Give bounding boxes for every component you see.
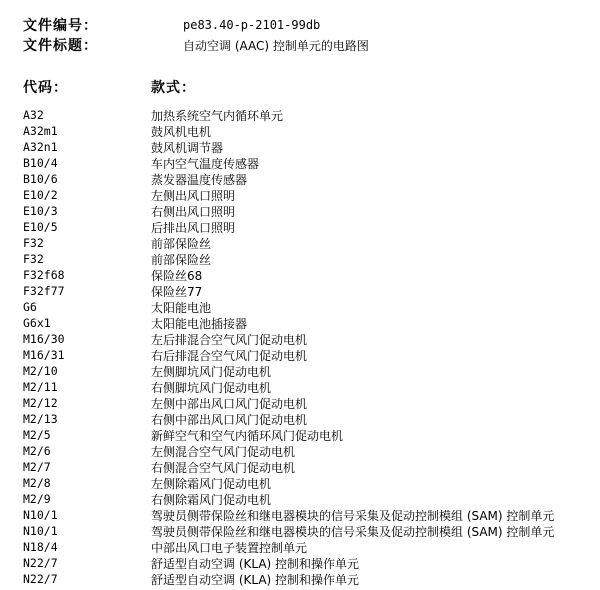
component-description: 驾驶员侧带保险丝和继电器模块的信号采集及促动控制模组 (SAM) 控制单元 bbox=[151, 508, 555, 523]
list-item bbox=[23, 139, 600, 155]
doc-title-label: 文件标题： bbox=[23, 38, 98, 54]
component-code: M16/30 bbox=[23, 332, 65, 346]
component-description: 保险丝77 bbox=[151, 284, 203, 299]
component-code: N22/7 bbox=[23, 556, 58, 570]
component-code: F32 bbox=[23, 252, 44, 266]
item-column-header: 款式： bbox=[151, 80, 196, 96]
component-description: 前部保险丝 bbox=[151, 236, 212, 251]
component-code: M2/10 bbox=[23, 364, 58, 378]
list-item bbox=[23, 475, 600, 491]
list-item bbox=[23, 571, 600, 587]
component-list bbox=[23, 107, 600, 587]
list-item bbox=[23, 459, 600, 475]
doc-title-row bbox=[23, 36, 369, 54]
list-item bbox=[23, 299, 600, 315]
list-item bbox=[23, 187, 600, 203]
component-description: 左侧混合空气风门促动电机 bbox=[151, 444, 296, 459]
component-description: 蒸发器温度传感器 bbox=[151, 172, 248, 187]
list-item bbox=[23, 315, 600, 331]
component-code: A32m1 bbox=[23, 124, 58, 138]
component-description: 后排出风口照明 bbox=[151, 220, 236, 235]
component-description: 太阳能电池插接器 bbox=[151, 316, 248, 331]
list-item bbox=[23, 347, 600, 363]
list-item bbox=[23, 219, 600, 235]
list-item bbox=[23, 251, 600, 267]
list-item bbox=[23, 411, 600, 427]
component-code: N10/1 bbox=[23, 524, 58, 538]
list-item bbox=[23, 267, 600, 283]
component-code: M2/6 bbox=[23, 444, 51, 458]
list-item bbox=[23, 171, 600, 187]
component-description: 舒适型自动空调 (KLA) 控制和操作单元 bbox=[151, 572, 360, 587]
component-description: 中部出风口电子装置控制单元 bbox=[151, 540, 308, 555]
doc-number-row bbox=[23, 16, 320, 34]
list-item bbox=[23, 443, 600, 459]
component-code: E10/5 bbox=[23, 220, 58, 234]
component-code: M2/9 bbox=[23, 492, 51, 506]
doc-number-label: 文件编号： bbox=[23, 18, 98, 34]
component-description: 车内空气温度传感器 bbox=[151, 156, 260, 171]
component-description: 前部保险丝 bbox=[151, 252, 212, 267]
component-code: M16/31 bbox=[23, 348, 65, 362]
component-description: 左侧出风口照明 bbox=[151, 188, 236, 203]
list-item bbox=[23, 123, 600, 139]
list-item bbox=[23, 395, 600, 411]
component-code: F32f77 bbox=[23, 284, 65, 298]
component-description: 左后排混合空气风门促动电机 bbox=[151, 332, 308, 347]
component-description: 右侧出风口照明 bbox=[151, 204, 236, 219]
component-description: 左侧中部出风口风门促动电机 bbox=[151, 396, 308, 411]
component-code: F32 bbox=[23, 236, 44, 250]
doc-number-value: pe83.40-p-2101-99db bbox=[183, 18, 321, 32]
list-item bbox=[23, 155, 600, 171]
component-code: N18/4 bbox=[23, 540, 58, 554]
component-description: 右侧除霜风门促动电机 bbox=[151, 492, 272, 507]
code-column-header: 代码： bbox=[23, 80, 68, 96]
list-item bbox=[23, 491, 600, 507]
component-code: M2/8 bbox=[23, 476, 51, 490]
list-item bbox=[23, 203, 600, 219]
list-item bbox=[23, 331, 600, 347]
component-code: A32n1 bbox=[23, 140, 58, 154]
component-description: 驾驶员侧带保险丝和继电器模块的信号采集及促动控制模组 (SAM) 控制单元 bbox=[151, 524, 555, 539]
component-code: G6 bbox=[23, 300, 37, 314]
component-description: 左侧脚坑风门促动电机 bbox=[151, 364, 272, 379]
component-code: E10/2 bbox=[23, 188, 58, 202]
component-description: 保险丝68 bbox=[151, 268, 203, 283]
list-item bbox=[23, 107, 600, 123]
component-code: B10/4 bbox=[23, 156, 58, 170]
component-description: 舒适型自动空调 (KLA) 控制和操作单元 bbox=[151, 556, 360, 571]
list-item bbox=[23, 427, 600, 443]
component-code: N22/7 bbox=[23, 572, 58, 586]
component-code: B10/6 bbox=[23, 172, 58, 186]
component-description: 加热系统空气内循环单元 bbox=[151, 108, 284, 123]
doc-title-value: 自动空调 (AAC) 控制单元的电路图 bbox=[183, 38, 369, 53]
list-item bbox=[23, 235, 600, 251]
list-item bbox=[23, 523, 600, 539]
component-description: 新鲜空气和空气内循环风门促动电机 bbox=[151, 428, 344, 443]
component-description: 左侧除霜风门促动电机 bbox=[151, 476, 272, 491]
component-code: F32f68 bbox=[23, 268, 65, 282]
list-item bbox=[23, 363, 600, 379]
component-description: 右侧混合空气风门促动电机 bbox=[151, 460, 296, 475]
component-description: 右侧脚坑风门促动电机 bbox=[151, 380, 272, 395]
component-description: 太阳能电池 bbox=[151, 300, 212, 315]
list-item bbox=[23, 539, 600, 555]
list-item bbox=[23, 379, 600, 395]
component-code: M2/13 bbox=[23, 412, 58, 426]
component-code: E10/3 bbox=[23, 204, 58, 218]
component-code: M2/5 bbox=[23, 428, 51, 442]
component-code: A32 bbox=[23, 108, 44, 122]
component-code: M2/11 bbox=[23, 380, 58, 394]
component-code: N10/1 bbox=[23, 508, 58, 522]
component-code: M2/12 bbox=[23, 396, 58, 410]
list-item bbox=[23, 555, 600, 571]
component-code: M2/7 bbox=[23, 460, 51, 474]
list-item bbox=[23, 507, 600, 523]
component-description: 鼓风机调节器 bbox=[151, 140, 224, 155]
component-description: 鼓风机电机 bbox=[151, 124, 212, 139]
list-item bbox=[23, 283, 600, 299]
component-code: G6x1 bbox=[23, 316, 51, 330]
component-description: 右侧中部出风口风门促动电机 bbox=[151, 412, 308, 427]
component-description: 右后排混合空气风门促动电机 bbox=[151, 348, 308, 363]
